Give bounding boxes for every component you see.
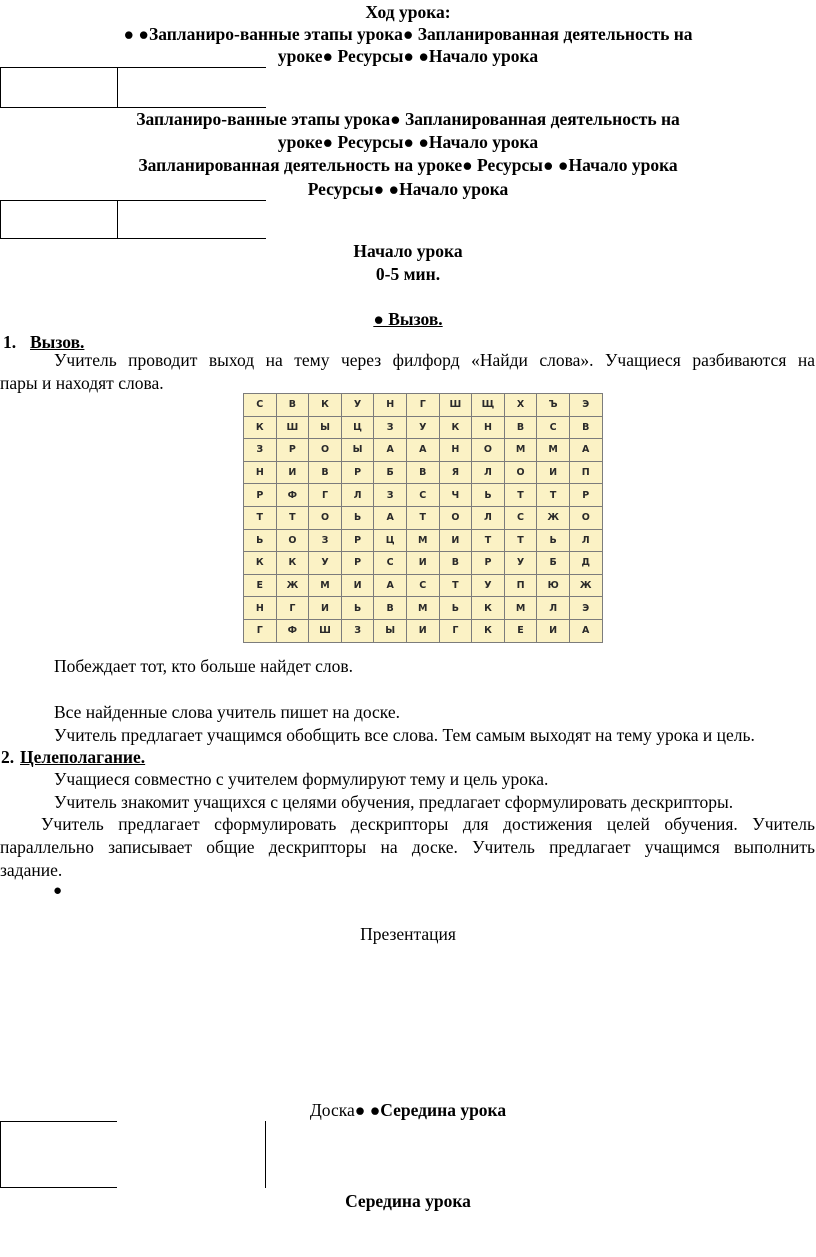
grid-cell: К xyxy=(439,416,472,439)
section2-number: 2. xyxy=(1,747,15,767)
grid-cell: Ь xyxy=(439,597,472,620)
grid-cell: Л xyxy=(569,529,602,552)
grid-row xyxy=(244,394,603,417)
grid-cell: Ь xyxy=(537,529,570,552)
grid-cell: К xyxy=(244,416,277,439)
grid-cell: А xyxy=(374,574,407,597)
lesson-course-title: Ход урока: xyxy=(365,2,451,22)
section2-heading: Целеполагание. xyxy=(20,747,146,767)
grid-cell: К xyxy=(309,394,342,417)
grid-cell: З xyxy=(244,439,277,462)
grid-cell: Ю xyxy=(537,574,570,597)
grid-cell: Ж xyxy=(276,574,309,597)
grid-cell: Ф xyxy=(276,484,309,507)
grid-cell: В xyxy=(439,552,472,575)
empty-table-1 xyxy=(0,67,266,108)
grid-cell: В xyxy=(276,394,309,417)
grid-cell: А xyxy=(406,439,439,462)
grid-cell: Н xyxy=(244,597,277,620)
grid-cell: Е xyxy=(244,574,277,597)
grid-cell: Ж xyxy=(537,506,570,529)
grid-cell: А xyxy=(569,619,602,642)
grid-cell: Р xyxy=(341,552,374,575)
grid-cell: Ь xyxy=(341,506,374,529)
header-line-3: уроке● Ресурсы● ●Начало урока xyxy=(277,46,539,66)
word-search-grid xyxy=(243,393,603,643)
grid-cell: Р xyxy=(341,529,374,552)
grid-cell: С xyxy=(374,552,407,575)
grid-cell: У xyxy=(406,416,439,439)
grid-row xyxy=(244,619,603,642)
grid-cell: Э xyxy=(569,394,602,417)
grid-cell: М xyxy=(406,529,439,552)
grid-cell: Р xyxy=(244,484,277,507)
grid-cell: М xyxy=(504,597,537,620)
grid-cell: З xyxy=(374,416,407,439)
grid-row xyxy=(244,461,603,484)
grid-cell: О xyxy=(472,439,505,462)
grid-cell: В xyxy=(309,461,342,484)
grid-cell: У xyxy=(341,394,374,417)
grid-cell: С xyxy=(537,416,570,439)
grid-cell: Г xyxy=(276,597,309,620)
grid-cell: Г xyxy=(244,619,277,642)
grid-cell: К xyxy=(244,552,277,575)
grid-cell: И xyxy=(341,574,374,597)
grid-cell: К xyxy=(472,619,505,642)
winner-text: Побеждает тот, кто больше найдет слов. xyxy=(54,656,354,676)
presentation-label: Презентация xyxy=(360,924,456,944)
grid-cell: Г xyxy=(406,394,439,417)
grid-cell: Ы xyxy=(309,416,342,439)
grid-cell: Ш xyxy=(309,619,342,642)
grid-cell: У xyxy=(309,552,342,575)
grid-cell: Щ xyxy=(472,394,505,417)
grid-cell: Б xyxy=(374,461,407,484)
grid-cell: Л xyxy=(341,484,374,507)
section1-paragraph-line-1: Учитель проводит выход на тему через филфорд «Найди слова». Учащиеся разбиваются на xyxy=(54,350,815,370)
grid-cell: О xyxy=(309,506,342,529)
section1-heading: Вызов. xyxy=(30,332,85,352)
grid-cell: Ф xyxy=(276,619,309,642)
grid-row xyxy=(244,439,603,462)
grid-cell: Т xyxy=(504,529,537,552)
grid-cell: К xyxy=(472,597,505,620)
grid-row xyxy=(244,552,603,575)
stage-time: 0-5 мин. xyxy=(375,264,441,284)
grid-cell: Н xyxy=(244,461,277,484)
grid-cell: А xyxy=(569,439,602,462)
grid-cell: Т xyxy=(406,506,439,529)
grid-cell: Ж xyxy=(569,574,602,597)
grid-cell: С xyxy=(504,506,537,529)
grid-cell: Р xyxy=(341,461,374,484)
grid-cell: Р xyxy=(569,484,602,507)
section1-number: 1. xyxy=(3,332,17,352)
grid-cell: З xyxy=(374,484,407,507)
block2-line-1: Запланиро-ванные этапы урока● Запланированная деятельность на xyxy=(136,109,680,129)
grid-cell: И xyxy=(309,597,342,620)
grid-cell: Л xyxy=(537,597,570,620)
bullet-icon: ● xyxy=(53,883,63,899)
grid-cell: С xyxy=(406,484,439,507)
grid-cell: В xyxy=(406,461,439,484)
grid-cell: И xyxy=(276,461,309,484)
board-label: Доска● ● xyxy=(309,1100,381,1120)
middle-inline-label: Середина урока xyxy=(380,1100,507,1120)
grid-cell: Б xyxy=(537,552,570,575)
grid-cell: Ш xyxy=(276,416,309,439)
grid-cell: М xyxy=(537,439,570,462)
section2-line-2: Учитель знакомит учащихся с целями обучения, предлагает сформулировать дескрипторы. xyxy=(54,792,734,812)
grid-cell: Ш xyxy=(439,394,472,417)
grid-cell: И xyxy=(406,552,439,575)
board-text: Все найденные слова учитель пишет на доске. xyxy=(54,702,401,722)
empty-table-2 xyxy=(0,200,266,240)
grid-cell: З xyxy=(309,529,342,552)
grid-cell: К xyxy=(276,552,309,575)
grid-cell: Я xyxy=(439,461,472,484)
grid-cell: Т xyxy=(472,529,505,552)
grid-cell: Т xyxy=(244,506,277,529)
grid-cell: И xyxy=(439,529,472,552)
grid-cell: Е xyxy=(504,619,537,642)
middle-stage-title: Середина урока xyxy=(345,1191,471,1211)
header-line-2: ● ●Запланиро-ванные этапы урока● Запланированная деятельность на xyxy=(123,24,693,44)
grid-cell: Г xyxy=(439,619,472,642)
grid-cell: В xyxy=(374,597,407,620)
summary-text: Учитель предлагает учащимся обобщить все слова. Тем самым выходят на тему урока и цель. xyxy=(54,725,755,745)
stage-title: Начало урока xyxy=(353,241,463,261)
grid-cell: И xyxy=(406,619,439,642)
grid-cell: А xyxy=(374,506,407,529)
grid-cell: О xyxy=(439,506,472,529)
board-middle-line xyxy=(0,1100,816,1121)
block2-line-2: уроке● Ресурсы● ●Начало урока xyxy=(277,132,539,152)
grid-cell: В xyxy=(504,416,537,439)
grid-cell: Г xyxy=(309,484,342,507)
grid-cell: М xyxy=(406,597,439,620)
grid-cell: Ъ xyxy=(537,394,570,417)
grid-row xyxy=(244,506,603,529)
stage-bullet-challenge: ● Вызов. xyxy=(373,309,443,329)
grid-cell: У xyxy=(472,574,505,597)
grid-cell: С xyxy=(244,394,277,417)
grid-cell: И xyxy=(537,619,570,642)
grid-cell: Н xyxy=(374,394,407,417)
grid-cell: Л xyxy=(472,506,505,529)
grid-cell: Р xyxy=(472,552,505,575)
grid-cell: Т xyxy=(439,574,472,597)
empty-table-3 xyxy=(0,1121,266,1189)
grid-cell: Ь xyxy=(472,484,505,507)
grid-row xyxy=(244,529,603,552)
block2-line-4: Ресурсы● ●Начало урока xyxy=(307,179,509,199)
grid-cell: А xyxy=(374,439,407,462)
grid-cell: Х xyxy=(504,394,537,417)
grid-cell: Т xyxy=(276,506,309,529)
grid-cell: О xyxy=(276,529,309,552)
block2-line-3: Запланированная деятельность на уроке● Ресурсы● ●Начало урока xyxy=(138,155,678,175)
grid-cell: О xyxy=(309,439,342,462)
grid-row xyxy=(244,597,603,620)
grid-row xyxy=(244,484,603,507)
grid-cell: Т xyxy=(537,484,570,507)
grid-row xyxy=(244,574,603,597)
grid-cell: М xyxy=(309,574,342,597)
grid-cell: Ь xyxy=(341,597,374,620)
grid-cell: У xyxy=(504,552,537,575)
section1-paragraph-line-2: пары и находят слова. xyxy=(0,373,164,393)
grid-cell: О xyxy=(504,461,537,484)
grid-cell: Р xyxy=(276,439,309,462)
grid-cell: Ц xyxy=(374,529,407,552)
grid-cell: Л xyxy=(472,461,505,484)
grid-cell: В xyxy=(569,416,602,439)
grid-cell: О xyxy=(569,506,602,529)
grid-cell: Ы xyxy=(341,439,374,462)
grid-cell: З xyxy=(341,619,374,642)
grid-cell: М xyxy=(504,439,537,462)
grid-cell: И xyxy=(537,461,570,484)
section2-line-1: Учащиеся совместно с учителем формулируют тему и цель урока. xyxy=(54,769,549,789)
grid-cell: Д xyxy=(569,552,602,575)
grid-cell: Н xyxy=(439,439,472,462)
grid-cell: Ь xyxy=(244,529,277,552)
grid-cell: С xyxy=(406,574,439,597)
grid-row xyxy=(244,416,603,439)
section2-paragraph-line-2: параллельно записывает общие дескрипторы на доске. Учитель предлагает учащимся выполнить xyxy=(0,837,815,857)
grid-cell: Т xyxy=(504,484,537,507)
grid-cell: Н xyxy=(472,416,505,439)
section2-paragraph-line-1: Учитель предлагает сформулировать дескрипторы для достижения целей обучения. Учитель xyxy=(41,814,815,834)
section2-paragraph-line-3: задание. xyxy=(0,860,63,880)
grid-cell: Ы xyxy=(374,619,407,642)
grid-cell: Ц xyxy=(341,416,374,439)
grid-cell: Э xyxy=(569,597,602,620)
grid-cell: П xyxy=(504,574,537,597)
grid-cell: П xyxy=(569,461,602,484)
grid-cell: Ч xyxy=(439,484,472,507)
